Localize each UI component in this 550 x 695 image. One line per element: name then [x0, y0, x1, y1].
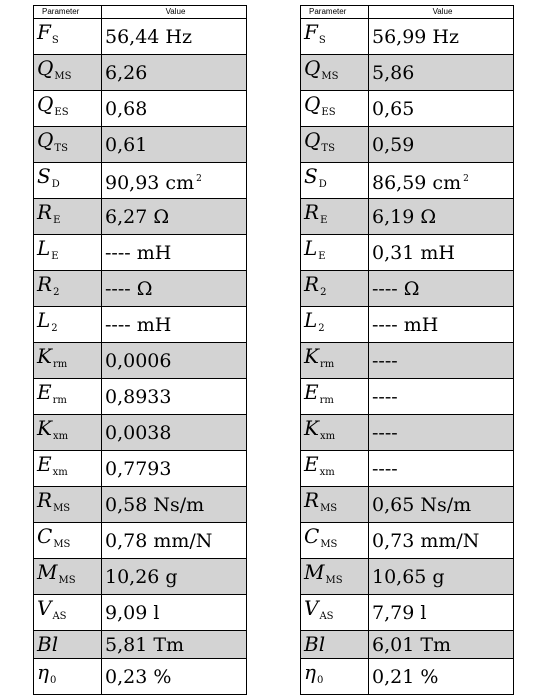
parameter-symbol: R — [304, 488, 320, 512]
parameter-subscript: MS — [53, 503, 71, 514]
table-row — [34, 631, 247, 659]
value-text: 0,58 Ns/m — [105, 493, 205, 516]
value-text: ---- — [372, 421, 398, 444]
parameter-symbol: E — [37, 452, 52, 476]
parameter-symbol: V — [37, 596, 52, 620]
parameter-symbol: Bl — [304, 632, 326, 657]
parameter-symbol: E — [37, 380, 52, 404]
value-text: 6,26 — [105, 61, 148, 84]
parameter-subscript: ES — [54, 107, 69, 118]
table-row — [301, 379, 514, 415]
parameter-subscript: 2 — [53, 287, 60, 298]
value-text: 7,79 l — [372, 601, 427, 624]
value-cell — [102, 559, 247, 595]
table-row — [34, 343, 247, 379]
table-row — [34, 163, 247, 199]
parameter-symbol: Q — [37, 128, 54, 152]
value-header: Value — [102, 6, 247, 19]
value-cell — [102, 55, 247, 91]
value-cell — [102, 19, 247, 55]
header-row — [301, 6, 514, 19]
parameter-cell — [301, 235, 369, 271]
header-row — [34, 6, 247, 19]
parameter-cell — [301, 307, 369, 343]
table-row — [301, 451, 514, 487]
value-cell — [369, 307, 514, 343]
parameter-cell — [34, 595, 102, 631]
parameter-cell — [301, 523, 369, 559]
value-text: 10,65 g — [372, 565, 445, 588]
table-row — [301, 91, 514, 127]
table-row — [301, 523, 514, 559]
parameter-symbol: F — [304, 20, 318, 44]
value-text: 6,27 Ω — [105, 205, 170, 228]
parameter-subscript: ES — [321, 107, 336, 118]
parameter-symbol: R — [304, 200, 320, 224]
value-text: 0,65 — [372, 97, 415, 120]
value-cell — [369, 659, 514, 695]
parameter-subscript: E — [51, 251, 59, 262]
parameter-rows — [301, 19, 514, 695]
table-row — [301, 163, 514, 199]
table-row — [34, 271, 247, 307]
value-cell — [369, 55, 514, 91]
table-row — [301, 271, 514, 307]
value-cell — [102, 451, 247, 487]
parameter-cell — [301, 271, 369, 307]
parameter-cell — [34, 631, 102, 659]
value-cell — [369, 415, 514, 451]
value-text: 0,59 — [372, 133, 415, 156]
parameter-subscript: MS — [58, 575, 76, 586]
value-cell — [369, 91, 514, 127]
value-cell — [369, 487, 514, 523]
value-cell — [102, 199, 247, 235]
value-cell — [369, 523, 514, 559]
parameter-symbol: L — [304, 308, 318, 332]
parameter-subscript: E — [318, 251, 326, 262]
parameter-cell — [34, 659, 102, 695]
table-row — [34, 19, 247, 55]
value-cell — [102, 163, 247, 199]
value-text: ---- — [372, 349, 398, 372]
value-text: 56,99 Hz — [372, 25, 460, 48]
parameter-cell — [301, 415, 369, 451]
value-text: ---- — [372, 457, 398, 480]
parameter-cell — [34, 127, 102, 163]
value-text: 0,23 % — [105, 665, 172, 688]
value-cell — [369, 19, 514, 55]
parameter-subscript: 2 — [51, 323, 58, 334]
parameter-cell — [301, 199, 369, 235]
value-text: 0,0038 — [105, 421, 172, 444]
value-cell — [369, 379, 514, 415]
value-text: 0,31 mH — [372, 241, 455, 264]
value-text: 0,8933 — [105, 385, 172, 408]
parameter-symbol: Q — [304, 56, 321, 80]
parameter-cell — [301, 163, 369, 199]
value-cell — [369, 343, 514, 379]
parameter-symbol: M — [304, 560, 325, 584]
value-text: 56,44 Hz — [105, 25, 193, 48]
parameter-subscript: 2 — [318, 323, 325, 334]
parameter-symbol: Q — [37, 92, 54, 116]
value-text: 10,26 g — [105, 565, 178, 588]
parameter-symbol: R — [304, 272, 320, 296]
parameter-symbol: K — [304, 344, 319, 368]
parameter-cell — [34, 451, 102, 487]
parameter-symbol: V — [304, 596, 319, 620]
parameter-subscript: AS — [319, 611, 334, 622]
parameter-symbol: M — [37, 560, 58, 584]
parameter-subscript: rm — [52, 359, 68, 370]
table-row — [301, 19, 514, 55]
value-superscript: 2 — [196, 173, 202, 184]
parameter-cell — [34, 163, 102, 199]
parameter-header: Parameter — [301, 6, 369, 19]
table-row — [301, 199, 514, 235]
table-row — [34, 199, 247, 235]
table-row — [34, 523, 247, 559]
value-cell — [369, 199, 514, 235]
parameter-subscript: xm — [319, 431, 336, 442]
parameter-cell — [301, 559, 369, 595]
value-text: 0,7793 — [105, 457, 172, 480]
parameter-cell — [34, 91, 102, 127]
parameter-subscript: S — [318, 35, 326, 46]
parameter-cell — [301, 595, 369, 631]
parameter-symbol: K — [37, 416, 52, 440]
table-row — [301, 415, 514, 451]
parameter-symbol: Q — [304, 92, 321, 116]
value-cell — [369, 127, 514, 163]
value-text: 5,81 Tm — [105, 633, 185, 656]
parameter-subscript: xm — [319, 467, 335, 478]
value-text: 0,68 — [105, 97, 148, 120]
table-row — [301, 631, 514, 659]
parameter-symbol: R — [37, 200, 53, 224]
parameter-cell — [34, 199, 102, 235]
table-row — [301, 235, 514, 271]
value-cell — [102, 127, 247, 163]
parameter-cell — [34, 523, 102, 559]
parameter-cell — [301, 631, 369, 659]
value-cell — [102, 343, 247, 379]
parameter-subscript: rm — [319, 359, 335, 370]
value-text: ---- mH — [105, 313, 172, 336]
parameter-cell — [301, 451, 369, 487]
parameter-cell — [301, 55, 369, 91]
value-text: 0,0006 — [105, 349, 172, 372]
parameter-rows — [34, 19, 247, 695]
parameter-subscript: rm — [52, 395, 67, 406]
parameter-symbol: C — [37, 524, 53, 548]
table-row — [301, 487, 514, 523]
value-text: 6,01 Tm — [372, 633, 452, 656]
table-row — [34, 415, 247, 451]
table-row — [34, 127, 247, 163]
table-row — [301, 559, 514, 595]
parameter-subscript: MS — [53, 539, 71, 550]
parameter-symbol: Bl — [37, 632, 59, 657]
parameter-cell — [34, 559, 102, 595]
parameter-subscript: MS — [54, 71, 72, 82]
table-row — [34, 559, 247, 595]
value-cell — [102, 631, 247, 659]
value-cell — [102, 415, 247, 451]
parameter-symbol: K — [37, 344, 52, 368]
parameter-subscript: 0 — [316, 675, 324, 687]
value-cell — [102, 487, 247, 523]
value-text: 0,73 mm/N — [372, 529, 480, 552]
value-text: ---- Ω — [105, 277, 153, 300]
table-row — [34, 55, 247, 91]
parameter-subscript: AS — [52, 611, 67, 622]
value-cell — [369, 559, 514, 595]
parameter-cell — [301, 487, 369, 523]
parameter-subscript: xm — [52, 431, 69, 442]
value-cell — [369, 451, 514, 487]
parameter-symbol: E — [304, 452, 319, 476]
value-cell — [102, 235, 247, 271]
value-cell — [369, 595, 514, 631]
value-cell — [369, 235, 514, 271]
parameter-cell — [34, 487, 102, 523]
parameter-subscript: MS — [320, 539, 338, 550]
value-header: Value — [369, 6, 514, 19]
parameter-table-right — [300, 5, 514, 695]
parameter-subscript: D — [318, 179, 327, 190]
parameter-symbol: L — [304, 236, 318, 260]
value-cell — [102, 379, 247, 415]
value-text: ---- Ω — [372, 277, 420, 300]
value-cell — [102, 523, 247, 559]
parameter-subscript: MS — [320, 503, 338, 514]
table-row — [34, 659, 247, 695]
table-row — [34, 307, 247, 343]
value-cell — [102, 659, 247, 695]
parameter-cell — [34, 271, 102, 307]
parameter-cell — [301, 379, 369, 415]
value-text: 0,78 mm/N — [105, 529, 213, 552]
table-row — [34, 235, 247, 271]
value-text: ---- mH — [105, 241, 172, 264]
value-cell — [369, 271, 514, 307]
value-text: 0,21 % — [372, 665, 439, 688]
value-cell — [102, 595, 247, 631]
value-superscript: 2 — [463, 173, 469, 184]
table-row — [301, 659, 514, 695]
parameter-symbol: F — [37, 20, 51, 44]
parameter-cell — [34, 415, 102, 451]
parameter-subscript: rm — [319, 395, 334, 406]
parameter-cell — [301, 659, 369, 695]
value-cell — [102, 91, 247, 127]
parameter-table-left — [33, 5, 247, 695]
parameter-subscript: S — [51, 35, 59, 46]
table-row — [34, 451, 247, 487]
parameter-subscript: 0 — [49, 675, 57, 687]
table-row — [34, 595, 247, 631]
parameter-cell — [301, 343, 369, 379]
parameter-subscript: MS — [321, 71, 339, 82]
value-text: 90,93 cm — [105, 171, 195, 194]
parameter-symbol: C — [304, 524, 320, 548]
parameter-cell — [34, 307, 102, 343]
value-text: ---- — [372, 385, 398, 408]
parameter-symbol: E — [304, 380, 319, 404]
value-cell — [369, 163, 514, 199]
parameter-cell — [34, 55, 102, 91]
parameter-symbol: L — [37, 236, 51, 260]
parameter-symbol: R — [37, 272, 53, 296]
value-text: ---- mH — [372, 313, 439, 336]
parameter-symbol: L — [37, 308, 51, 332]
value-text: 86,59 cm — [372, 171, 462, 194]
parameter-subscript: TS — [54, 143, 68, 154]
table-row — [34, 379, 247, 415]
parameter-symbol: S — [37, 164, 51, 188]
parameter-symbol: Q — [37, 56, 54, 80]
table-row — [301, 127, 514, 163]
table-row — [301, 595, 514, 631]
parameter-symbol: η — [304, 660, 316, 685]
parameter-cell — [34, 235, 102, 271]
value-cell — [102, 307, 247, 343]
value-text: 9,09 l — [105, 601, 160, 624]
parameter-cell — [301, 91, 369, 127]
parameter-symbol: R — [37, 488, 53, 512]
parameter-subscript: TS — [321, 143, 335, 154]
parameter-subscript: 2 — [320, 287, 327, 298]
parameter-cell — [301, 127, 369, 163]
table-row — [34, 91, 247, 127]
parameter-subscript: xm — [52, 467, 68, 478]
table-row — [301, 55, 514, 91]
parameter-symbol: K — [304, 416, 319, 440]
parameter-header: Parameter — [34, 6, 102, 19]
value-text: 5,86 — [372, 61, 415, 84]
parameter-subscript: D — [51, 179, 60, 190]
parameter-symbol: Q — [304, 128, 321, 152]
parameter-cell — [301, 19, 369, 55]
parameter-subscript: E — [53, 215, 61, 226]
table-row — [301, 343, 514, 379]
parameter-subscript: E — [320, 215, 328, 226]
table-row — [34, 487, 247, 523]
parameter-cell — [34, 379, 102, 415]
parameter-symbol: η — [37, 660, 49, 685]
parameter-cell — [34, 343, 102, 379]
value-cell — [369, 631, 514, 659]
value-text: 0,65 Ns/m — [372, 493, 472, 516]
parameter-cell — [34, 19, 102, 55]
parameter-subscript: MS — [325, 575, 343, 586]
value-cell — [102, 271, 247, 307]
value-text: 0,61 — [105, 133, 148, 156]
value-text: 6,19 Ω — [372, 205, 437, 228]
parameter-symbol: S — [304, 164, 318, 188]
table-row — [301, 307, 514, 343]
